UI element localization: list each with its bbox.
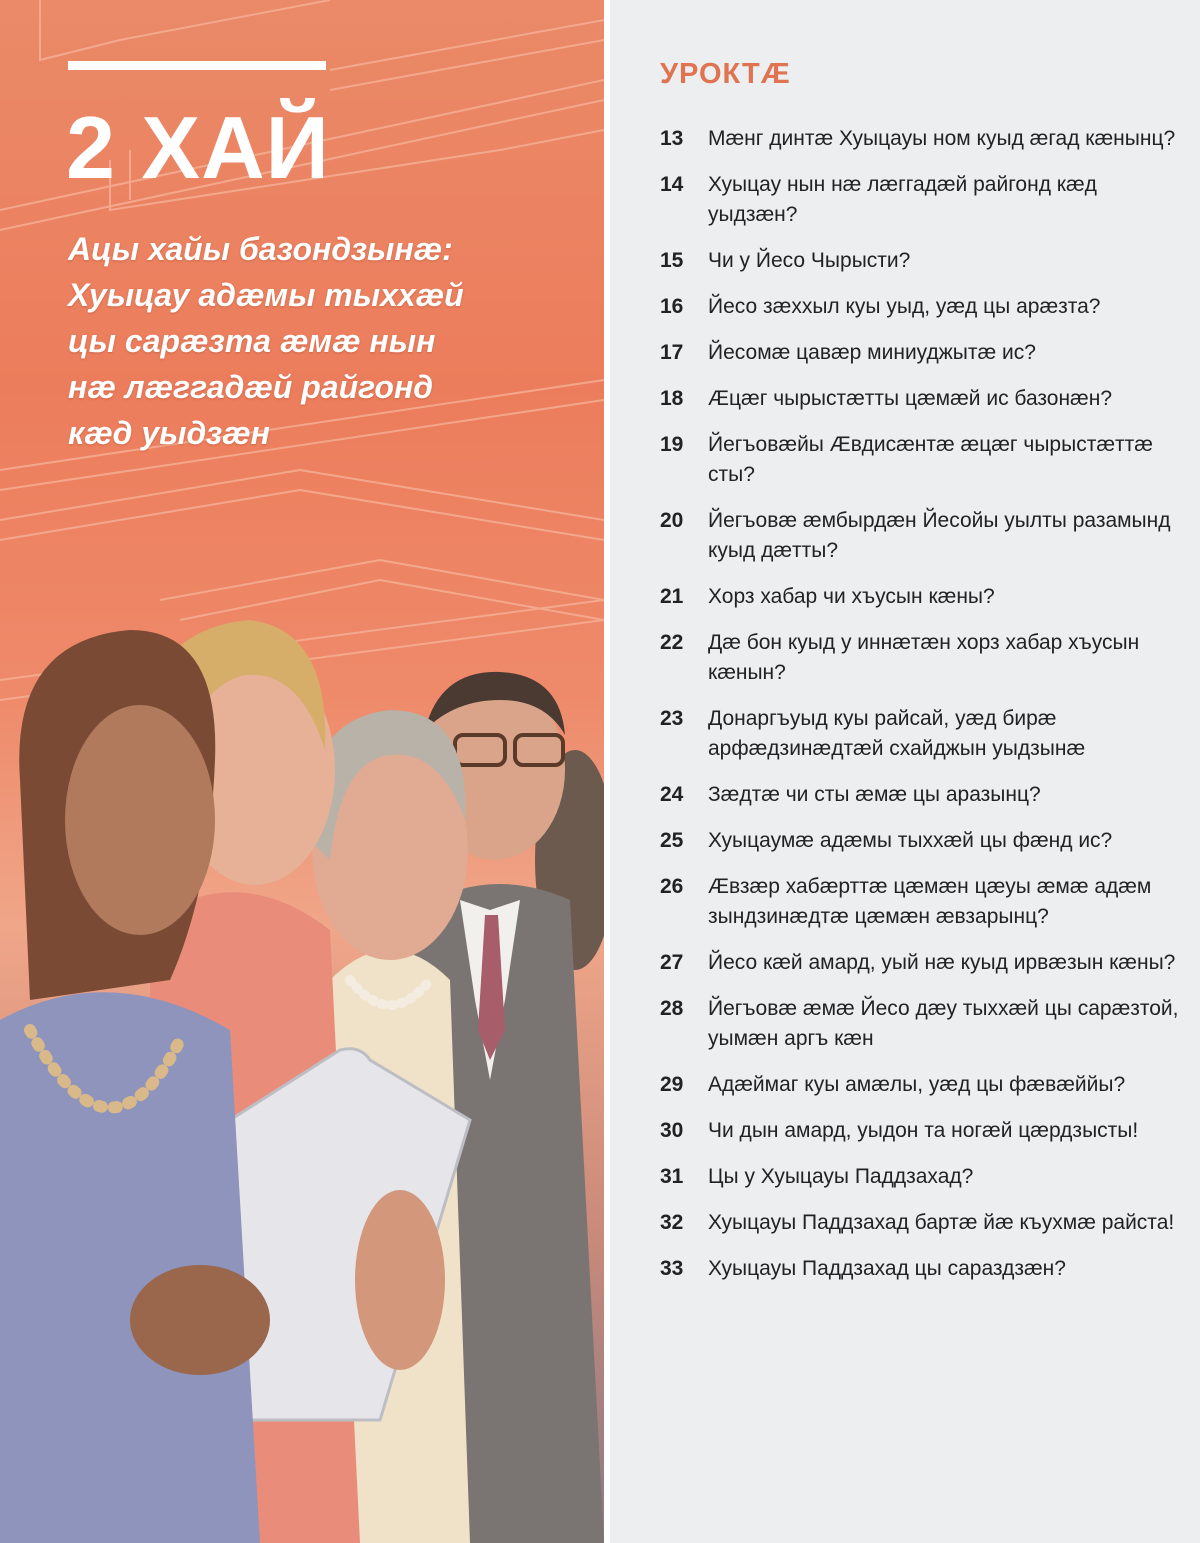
lesson-item[interactable] — [660, 384, 1190, 414]
part-subtitle: Ацы хайы базондзынæ: Хуыцау адæмы тыххæй цы сарæзта æмæ нын нæ лæггадæй райгонд кæд уыдзæн — [68, 231, 464, 451]
lesson-item[interactable] — [660, 704, 1190, 764]
lesson-title: Йегъовæ æмбырдæн Йесойы уылты разамынд куыд дæтты? — [708, 509, 1171, 562]
lesson-title: Хорз хабар чи хъусын кæны? — [708, 585, 995, 608]
lesson-title: Дæ бон куыд у иннæтæн хорз хабар хъусын кæнын? — [708, 631, 1140, 684]
lesson-number: 18 — [660, 387, 684, 410]
lesson-title: Хуыцауы Паддзахад цы сараздзæн? — [708, 1257, 1066, 1280]
lesson-title: Хуыцаумæ адæмы тыххæй цы фæнд ис? — [708, 829, 1113, 852]
lesson-item[interactable] — [660, 246, 1190, 276]
lesson-item[interactable] — [660, 872, 1190, 932]
lesson-item[interactable] — [660, 1116, 1190, 1146]
lesson-title: Хуыцау нын нæ лæггадæй райгонд кæд уыдзæн? — [708, 173, 1097, 226]
lesson-title: Мæнг динтæ Хуыцауы ном куыд æгад кæнынц? — [708, 127, 1176, 150]
lesson-number: 20 — [660, 509, 684, 532]
lesson-number: 23 — [660, 707, 684, 730]
lesson-title: Æвзæр хабæрттæ цæмæн цæуы æмæ адæм зындзинæдтæ цæмæн æвзарынц? — [708, 875, 1152, 928]
lesson-title: Йесо зæххыл куы уыд, уæд цы арæзта? — [708, 295, 1101, 318]
lesson-number: 19 — [660, 433, 684, 456]
lesson-item[interactable] — [660, 1162, 1190, 1192]
lesson-title: Цы у Хуыцауы Паддзахад? — [708, 1165, 974, 1188]
lesson-title: Хуыцауы Паддзахад бартæ йæ къухмæ райста! — [708, 1211, 1175, 1234]
section-heading: УРОКТÆ — [660, 58, 791, 90]
lesson-title: Йегъовæ æмæ Йесо дæу тыххæй цы сарæзтой, уымæн аргъ кæн — [708, 997, 1179, 1050]
lesson-title: Чи дын амард, уыдон та ногæй цæрдзысты! — [708, 1119, 1139, 1142]
lesson-number: 24 — [660, 783, 684, 806]
lesson-title: Æцæг чырыстæтты цæмæй ис базонæн? — [708, 387, 1113, 410]
lesson-title: Йесо кæй амард, уый нæ куыд ирвæзын кæны? — [708, 951, 1176, 974]
lesson-number: 32 — [660, 1211, 684, 1234]
lesson-list — [660, 124, 1190, 1300]
lesson-number: 33 — [660, 1257, 684, 1280]
lesson-item[interactable] — [660, 124, 1190, 154]
lesson-number: 27 — [660, 951, 684, 974]
lesson-item[interactable] — [660, 826, 1190, 856]
lesson-item[interactable] — [660, 582, 1190, 612]
lesson-number: 26 — [660, 875, 684, 898]
lesson-title: Донаргъуыд куы райсай, уæд бирæ арфæдзинæдтæй схайджын уыдзынæ — [708, 707, 1086, 760]
lesson-title: Йегъовæйы Æвдисæнтæ æцæг чырыстæттæ сты? — [708, 433, 1153, 486]
lesson-title: Йесомæ цавæр миниуджытæ ис? — [708, 341, 1036, 364]
people-illustration — [0, 560, 604, 1543]
lesson-item[interactable] — [660, 780, 1190, 810]
lesson-number: 31 — [660, 1165, 684, 1188]
part-title: 2 ХАЙ — [66, 98, 330, 197]
lesson-item[interactable] — [660, 1254, 1190, 1284]
title-rule — [68, 61, 326, 70]
lesson-title: Зæдтæ чи сты æмæ цы аразынц? — [708, 783, 1041, 806]
lesson-number: 16 — [660, 295, 684, 318]
lesson-item[interactable] — [660, 628, 1190, 688]
lesson-number: 17 — [660, 341, 684, 364]
lesson-number: 30 — [660, 1119, 684, 1142]
lesson-item[interactable] — [660, 292, 1190, 322]
lessons-panel — [610, 0, 1200, 1543]
lesson-item[interactable] — [660, 170, 1190, 230]
lesson-item[interactable] — [660, 430, 1190, 490]
lesson-title: Адæймаг куы амæлы, уæд цы фæвæййы? — [708, 1073, 1126, 1096]
lesson-item[interactable] — [660, 994, 1190, 1054]
lesson-number: 29 — [660, 1073, 684, 1096]
lesson-item[interactable] — [660, 1208, 1190, 1238]
lesson-number: 21 — [660, 585, 684, 608]
lesson-number: 14 — [660, 173, 684, 196]
lesson-number: 22 — [660, 631, 684, 654]
lesson-title: Чи у Йесо Чырысти? — [708, 249, 911, 272]
lesson-number: 15 — [660, 249, 684, 272]
lesson-item[interactable] — [660, 1070, 1190, 1100]
lesson-number: 25 — [660, 829, 684, 852]
lesson-item[interactable] — [660, 506, 1190, 566]
lesson-item[interactable] — [660, 338, 1190, 368]
lesson-number: 28 — [660, 997, 684, 1020]
lesson-number: 13 — [660, 127, 684, 150]
lesson-item[interactable] — [660, 948, 1190, 978]
